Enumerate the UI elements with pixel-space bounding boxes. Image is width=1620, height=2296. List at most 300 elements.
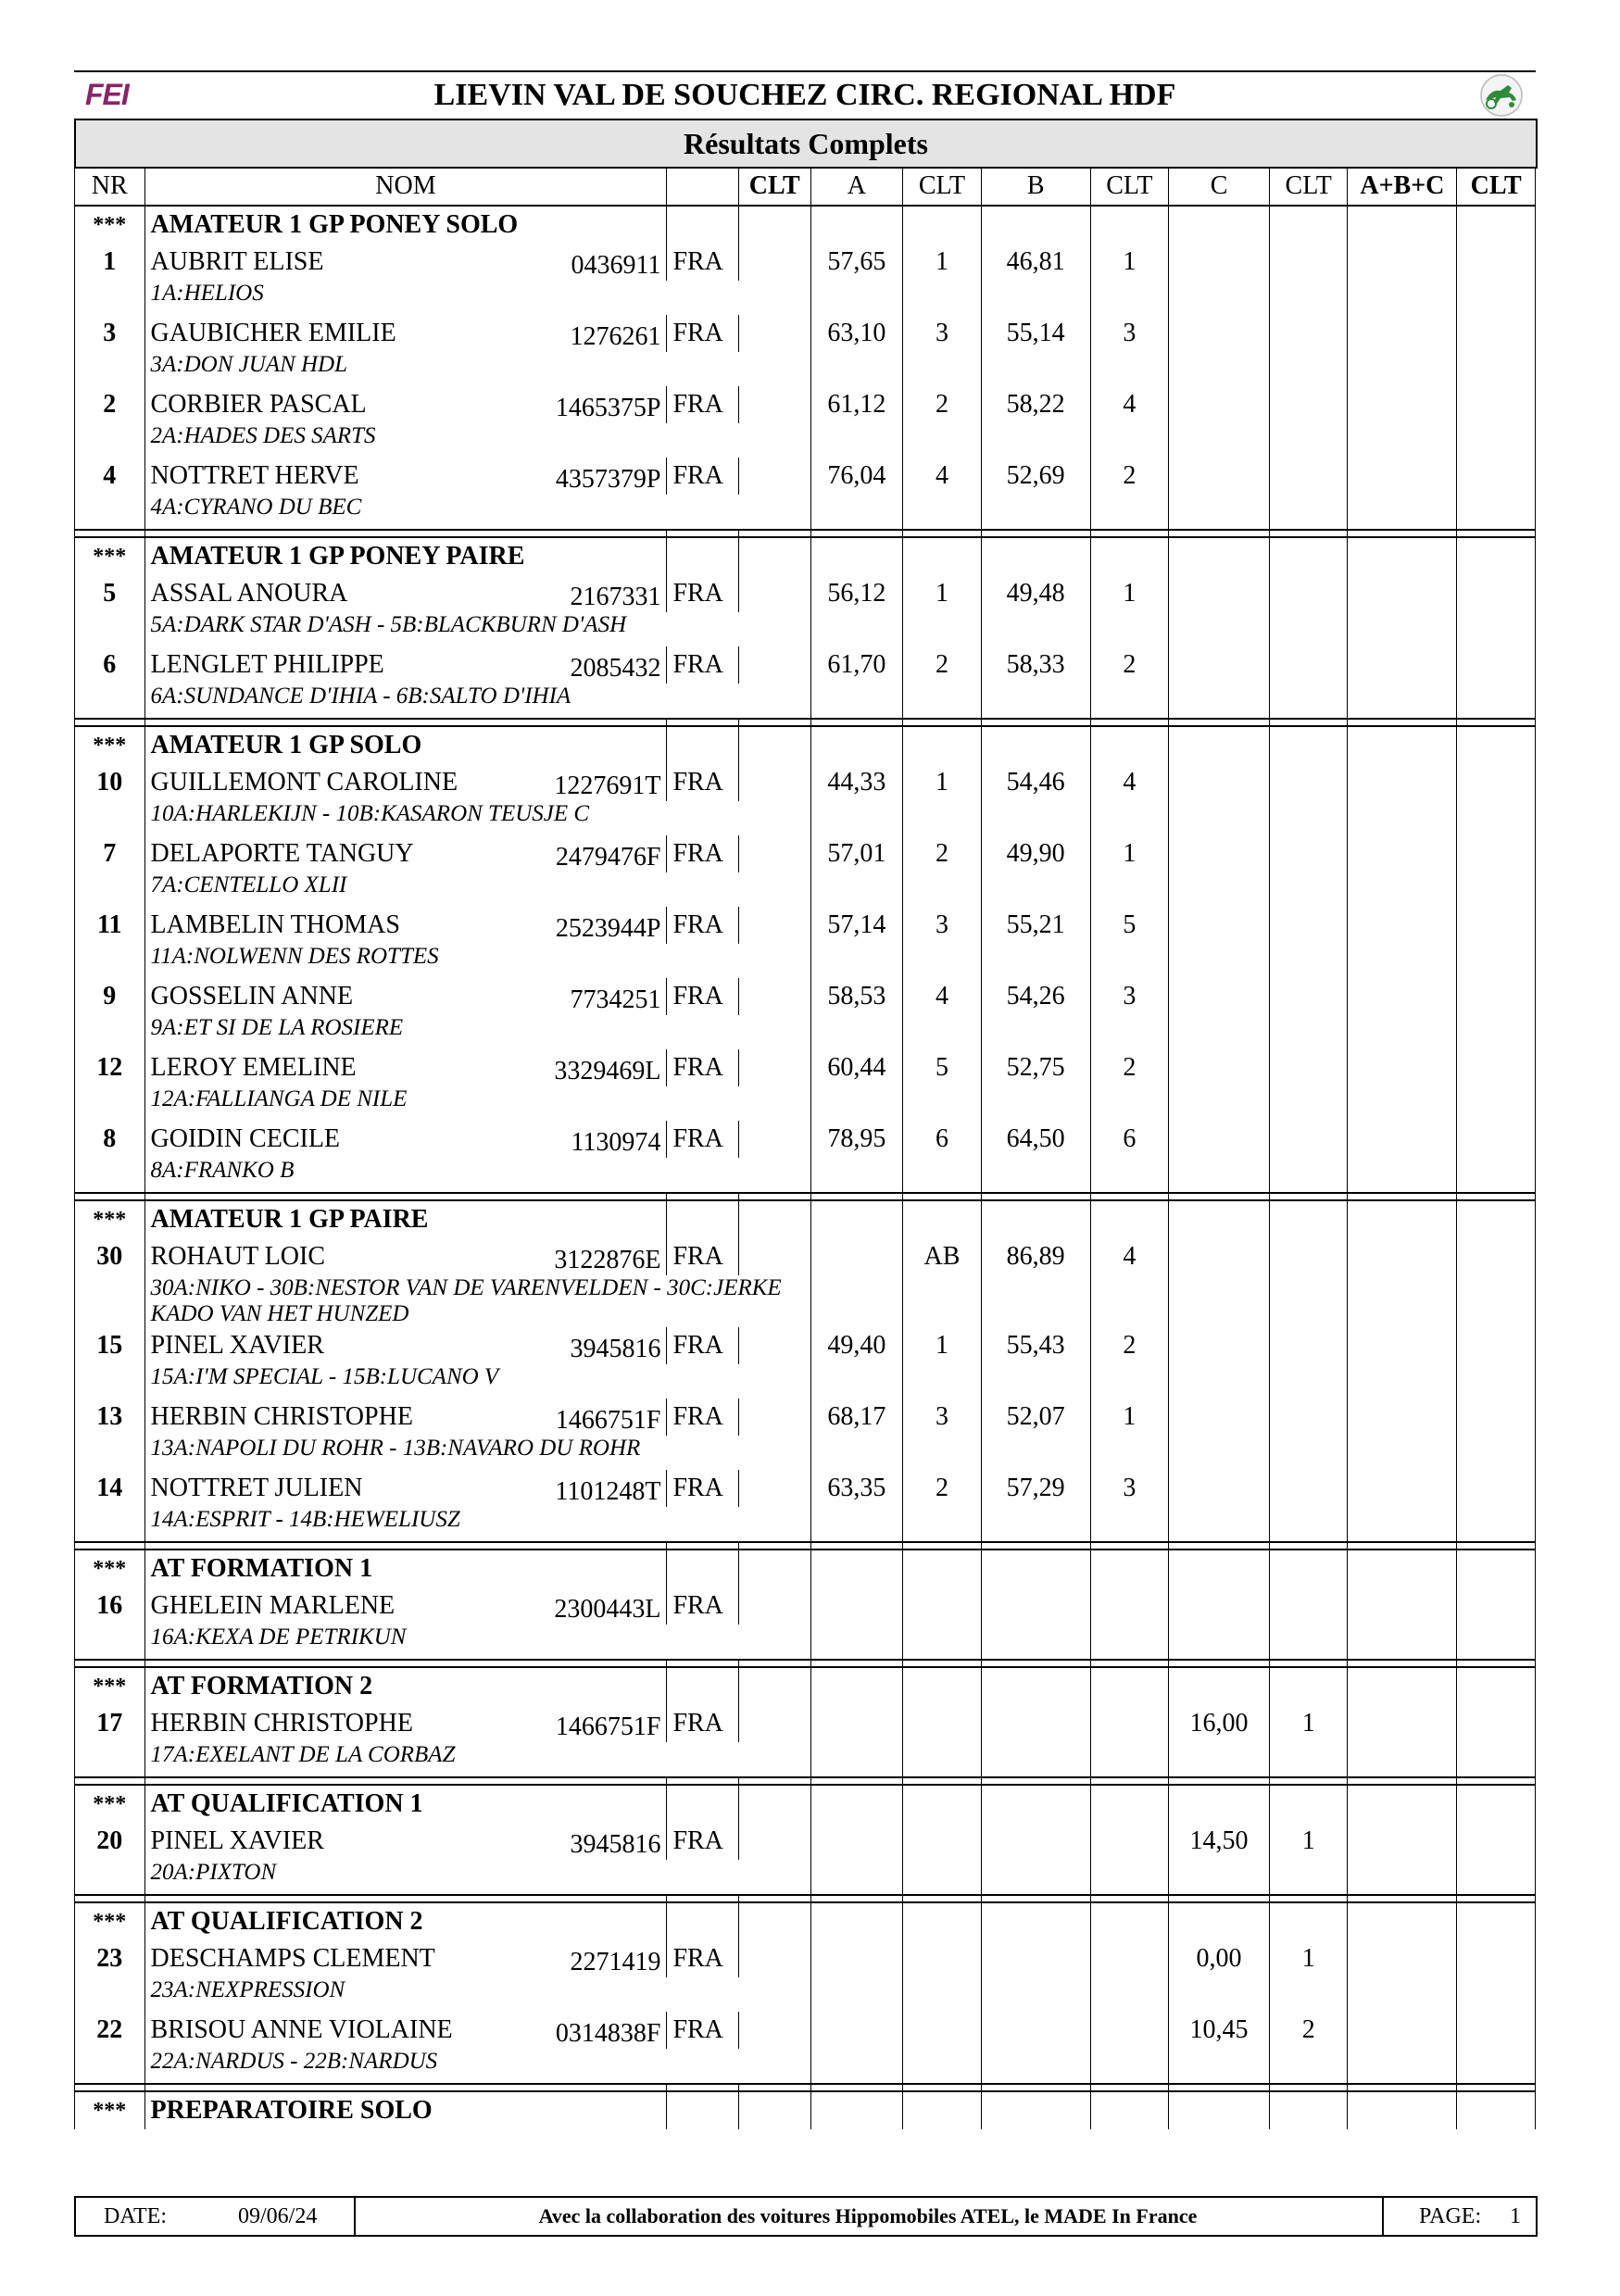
horse-empty-cell [75, 352, 145, 386]
score-c [1169, 1049, 1270, 1086]
separator-cell [1457, 1542, 1536, 1549]
horse-empty-cell [903, 1625, 982, 1660]
horse-empty-cell [1169, 1742, 1270, 1777]
separator-cell [144, 1895, 667, 1902]
score-a [810, 1587, 903, 1625]
score-total [1348, 1327, 1457, 1364]
horse-empty-cell [75, 801, 145, 835]
horse-row [75, 1364, 1536, 1399]
rider-name: GOIDIN CECILE [150, 1124, 341, 1153]
horse-empty-cell [1169, 684, 1270, 719]
category-empty-cell [1457, 1902, 1536, 1940]
category-empty-cell [1457, 1667, 1536, 1705]
footer-note: Avec la collaboration des voitures Hippomobiles ATEL, le MADE In France [538, 2204, 1198, 2227]
separator-cell [75, 2084, 145, 2091]
rider-name: BRISOU ANNE VIOLAINE [150, 2015, 453, 2044]
rank-b: 1 [1090, 1399, 1169, 1436]
results-table [74, 167, 1536, 2129]
score-c [1169, 1587, 1270, 1625]
category-empty-cell [1090, 537, 1169, 575]
horse-empty-cell [1269, 1507, 1348, 1542]
rank-c [1269, 575, 1348, 612]
horse-row [75, 1275, 1536, 1327]
category-name: AT FORMATION 1 [144, 1549, 667, 1587]
separator-cell [738, 530, 810, 537]
rank-total [1457, 1049, 1536, 1086]
category-empty-cell [738, 537, 810, 575]
rank-c [1269, 1121, 1348, 1158]
nation: FRA [667, 1121, 739, 1158]
rider-cell [144, 1940, 667, 1977]
horse-names: 23A:NEXPRESSION [144, 1977, 810, 2012]
score-c [1169, 1327, 1270, 1364]
clt-overall [738, 1238, 810, 1275]
entry-number: 22 [75, 2012, 145, 2049]
rider-name: HERBIN CHRISTOPHE [150, 1402, 413, 1431]
separator-cell [738, 1777, 810, 1785]
clt-overall [738, 1587, 810, 1625]
category-empty-cell [667, 1549, 739, 1587]
entry-number: 3 [75, 315, 145, 352]
col-nr: NR [75, 168, 145, 207]
rank-total [1457, 978, 1536, 1015]
clt-overall [738, 907, 810, 944]
category-empty-cell [667, 1200, 739, 1238]
rank-b: 4 [1090, 764, 1169, 801]
horse-empty-cell [1348, 2049, 1457, 2084]
separator-cell [903, 530, 982, 537]
separator-cell [75, 1193, 145, 1200]
category-empty-cell [810, 1200, 903, 1238]
horse-empty-cell [810, 1086, 903, 1121]
horse-row [75, 281, 1536, 315]
category-marker: *** [75, 1785, 145, 1823]
document-header [74, 72, 1536, 119]
separator-cell [667, 1542, 739, 1549]
score-b: 52,07 [981, 1399, 1090, 1436]
horse-empty-cell [903, 352, 982, 386]
horse-empty-cell [903, 495, 982, 530]
category-empty-cell [981, 1785, 1090, 1823]
horse-empty-cell [903, 612, 982, 646]
clt-overall [738, 1823, 810, 1860]
footer-divider [1382, 2198, 1384, 2235]
score-b: 58,22 [981, 386, 1090, 423]
horse-empty-cell [1457, 1507, 1536, 1542]
nation: FRA [667, 1238, 739, 1275]
horse-empty-cell [810, 1860, 903, 1895]
category-row [75, 206, 1536, 244]
horse-empty-cell [75, 423, 145, 458]
category-row [75, 1785, 1536, 1823]
horse-empty-cell [1169, 1015, 1270, 1049]
separator-cell [144, 1660, 667, 1667]
category-empty-cell [903, 726, 982, 764]
category-row [75, 1902, 1536, 1940]
col-clt-a: CLT [903, 168, 982, 207]
horse-row [75, 684, 1536, 719]
rank-b [1090, 1940, 1169, 1977]
col-a: A [810, 168, 903, 207]
nation: FRA [667, 1470, 739, 1507]
rider-cell [144, 1327, 667, 1364]
horse-empty-cell [1090, 801, 1169, 835]
rider-name: DELAPORTE TANGUY [150, 839, 414, 868]
rank-b: 2 [1090, 646, 1169, 684]
score-b: 49,48 [981, 575, 1090, 612]
horse-empty-cell [981, 352, 1090, 386]
rank-total [1457, 458, 1536, 495]
score-c [1169, 458, 1270, 495]
horse-empty-cell [1348, 352, 1457, 386]
horse-names: 17A:EXELANT DE LA CORBAZ [144, 1742, 810, 1777]
horse-empty-cell [1269, 1742, 1348, 1777]
rank-a [903, 1940, 982, 1977]
page-number: 1 [1510, 2204, 1521, 2228]
category-name: AMATEUR 1 GP PAIRE [144, 1200, 667, 1238]
category-empty-cell [1457, 2091, 1536, 2129]
horse-empty-cell [1169, 1086, 1270, 1121]
nation: FRA [667, 575, 739, 612]
rank-a: 1 [903, 244, 982, 281]
category-empty-cell [738, 206, 810, 244]
horse-empty-cell [903, 281, 982, 315]
rank-c [1269, 1399, 1348, 1436]
category-empty-cell [1457, 1785, 1536, 1823]
separator-cell [1090, 1777, 1169, 1785]
category-empty-cell [1457, 1200, 1536, 1238]
rank-total [1457, 1705, 1536, 1742]
horse-row [75, 1158, 1536, 1193]
entry-number: 6 [75, 646, 145, 684]
separator-cell [144, 1777, 667, 1785]
horse-empty-cell [75, 1275, 145, 1327]
score-a: 49,40 [810, 1327, 903, 1364]
entry-number: 13 [75, 1399, 145, 1436]
separator-cell [1348, 1660, 1457, 1667]
category-empty-cell [1269, 1785, 1348, 1823]
rank-total [1457, 1940, 1536, 1977]
category-empty-cell [903, 1200, 982, 1238]
separator-cell [1269, 530, 1348, 537]
separator-cell [1090, 719, 1169, 726]
rider-cell [144, 907, 667, 944]
category-name: AMATEUR 1 GP PONEY PAIRE [144, 537, 667, 575]
score-c [1169, 764, 1270, 801]
licence-number: 3122876E [554, 1246, 661, 1274]
score-c [1169, 244, 1270, 281]
horse-empty-cell [1090, 2049, 1169, 2084]
score-a: 57,14 [810, 907, 903, 944]
separator-cell [1457, 1895, 1536, 1902]
horse-empty-cell [810, 1158, 903, 1193]
horse-empty-cell [1457, 1015, 1536, 1049]
category-marker: *** [75, 1902, 145, 1940]
rank-total [1457, 1823, 1536, 1860]
horse-empty-cell [903, 944, 982, 978]
separator-cell [903, 2084, 982, 2091]
category-marker: *** [75, 537, 145, 575]
horse-empty-cell [1457, 1977, 1536, 2012]
horse-empty-cell [903, 1977, 982, 2012]
horse-empty-cell [1348, 1742, 1457, 1777]
separator-cell [75, 719, 145, 726]
col-clt-b: CLT [1090, 168, 1169, 207]
col-clt-total: CLT [1457, 168, 1536, 207]
horse-empty-cell [1169, 1436, 1270, 1470]
rank-a: 2 [903, 386, 982, 423]
category-row [75, 537, 1536, 575]
licence-number: 0314838F [555, 2019, 661, 2048]
horse-empty-cell [1457, 1436, 1536, 1470]
nation: FRA [667, 1705, 739, 1742]
separator-cell [667, 1660, 739, 1667]
rider-cell [144, 646, 667, 684]
category-empty-cell [1348, 1667, 1457, 1705]
category-name: AT QUALIFICATION 1 [144, 1785, 667, 1823]
horse-empty-cell [810, 423, 903, 458]
rank-total [1457, 764, 1536, 801]
horse-empty-cell [75, 612, 145, 646]
score-b: 64,50 [981, 1121, 1090, 1158]
separator-cell [667, 530, 739, 537]
separator-cell [1348, 1193, 1457, 1200]
separator-cell [75, 530, 145, 537]
horse-empty-cell [1169, 1507, 1270, 1542]
horse-empty-cell [1090, 1625, 1169, 1660]
horse-empty-cell [1169, 872, 1270, 907]
rider-row [75, 646, 1536, 684]
horse-empty-cell [1457, 2049, 1536, 2084]
horse-empty-cell [903, 1275, 982, 1327]
horse-empty-cell [903, 1507, 982, 1542]
separator-cell [1269, 1660, 1348, 1667]
horse-empty-cell [1269, 1158, 1348, 1193]
rider-row [75, 1470, 1536, 1507]
rider-row [75, 458, 1536, 495]
horse-empty-cell [1269, 1860, 1348, 1895]
carriage-logo-icon [1475, 72, 1528, 119]
horse-empty-cell [981, 1742, 1090, 1777]
rank-total [1457, 575, 1536, 612]
category-row [75, 1549, 1536, 1587]
rank-c [1269, 244, 1348, 281]
separator-cell [903, 719, 982, 726]
rider-cell [144, 244, 667, 281]
rank-a: 1 [903, 1327, 982, 1364]
rank-total [1457, 1399, 1536, 1436]
horse-empty-cell [981, 1625, 1090, 1660]
horse-row [75, 612, 1536, 646]
horse-empty-cell [1457, 1742, 1536, 1777]
category-empty-cell [810, 2091, 903, 2129]
horse-empty-cell [1169, 1158, 1270, 1193]
rider-row [75, 575, 1536, 612]
category-empty-cell [738, 1667, 810, 1705]
horse-names: 30A:NIKO - 30B:NESTOR VAN DE VARENVELDEN - 30C:JERKE KADO VAN HET HUNZED [144, 1275, 810, 1327]
category-empty-cell [981, 1667, 1090, 1705]
separator-cell [981, 1777, 1090, 1785]
category-empty-cell [1269, 726, 1348, 764]
rider-row [75, 1940, 1536, 1977]
score-total [1348, 978, 1457, 1015]
separator-cell [1457, 1660, 1536, 1667]
rank-c [1269, 1049, 1348, 1086]
entry-number: 4 [75, 458, 145, 495]
rank-c [1269, 458, 1348, 495]
horse-empty-cell [981, 423, 1090, 458]
event-title: LIEVIN VAL DE SOUCHEZ CIRC. REGIONAL HDF [433, 78, 1176, 112]
horse-empty-cell [1348, 1436, 1457, 1470]
entry-number: 20 [75, 1823, 145, 1860]
horse-empty-cell [1090, 495, 1169, 530]
horse-empty-cell [981, 1158, 1090, 1193]
category-empty-cell [903, 537, 982, 575]
separator-cell [1348, 2084, 1457, 2091]
rank-c [1269, 835, 1348, 872]
separator-cell [903, 1660, 982, 1667]
horse-empty-cell [903, 1086, 982, 1121]
separator-cell [903, 1895, 982, 1902]
rider-name: ASSAL ANOURA [150, 579, 348, 608]
licence-number: 1130974 [571, 1128, 661, 1157]
separator-cell [1169, 530, 1270, 537]
horse-empty-cell [1169, 1625, 1270, 1660]
score-c [1169, 835, 1270, 872]
category-empty-cell [810, 1902, 903, 1940]
separator-cell [810, 530, 903, 537]
nation: FRA [667, 646, 739, 684]
rank-total [1457, 1121, 1536, 1158]
rank-c [1269, 978, 1348, 1015]
clt-overall [738, 764, 810, 801]
horse-empty-cell [903, 872, 982, 907]
rank-a: 3 [903, 315, 982, 352]
rider-row [75, 1399, 1536, 1436]
rank-total [1457, 1470, 1536, 1507]
separator-cell [1090, 2084, 1169, 2091]
category-empty-cell [1090, 2091, 1169, 2129]
category-separator [75, 1777, 1536, 1785]
category-empty-cell [1269, 1667, 1348, 1705]
horse-empty-cell [1457, 1364, 1536, 1399]
page-footer [74, 2196, 1538, 2237]
horse-empty-cell [1269, 612, 1348, 646]
nation: FRA [667, 978, 739, 1015]
separator-cell [738, 1660, 810, 1667]
category-empty-cell [1169, 1902, 1270, 1940]
rank-total [1457, 315, 1536, 352]
horse-empty-cell [1348, 1275, 1457, 1327]
licence-number: 1101248T [555, 1477, 661, 1506]
nation: FRA [667, 1940, 739, 1977]
horse-empty-cell [981, 1364, 1090, 1399]
rank-total [1457, 2012, 1536, 2049]
horse-row [75, 2049, 1536, 2084]
licence-number: 0436911 [571, 251, 661, 280]
clt-overall [738, 575, 810, 612]
col-nom: NOM [144, 168, 667, 207]
licence-number: 2479476F [555, 843, 661, 872]
horse-names: 9A:ET SI DE LA ROSIERE [144, 1015, 810, 1049]
rider-row [75, 1587, 1536, 1625]
category-empty-cell [1090, 1200, 1169, 1238]
category-row [75, 1200, 1536, 1238]
category-empty-cell [903, 1902, 982, 1940]
entry-number: 9 [75, 978, 145, 1015]
separator-cell [667, 1193, 739, 1200]
horse-empty-cell [75, 1015, 145, 1049]
horse-row [75, 1507, 1536, 1542]
category-name: AT FORMATION 2 [144, 1667, 667, 1705]
separator-cell [75, 1660, 145, 1667]
table-header-row [75, 168, 1536, 207]
separator-cell [1090, 1895, 1169, 1902]
nation: FRA [667, 1399, 739, 1436]
horse-empty-cell [903, 2049, 982, 2084]
score-b: 55,14 [981, 315, 1090, 352]
rank-c [1269, 764, 1348, 801]
rank-total [1457, 386, 1536, 423]
separator-cell [1090, 1193, 1169, 1200]
nation: FRA [667, 1587, 739, 1625]
horse-empty-cell [981, 801, 1090, 835]
score-a: 57,65 [810, 244, 903, 281]
clt-overall [738, 1049, 810, 1086]
category-name: AT QUALIFICATION 2 [144, 1902, 667, 1940]
horse-empty-cell [1169, 281, 1270, 315]
separator-cell [667, 2084, 739, 2091]
horse-empty-cell [1269, 872, 1348, 907]
entry-number: 16 [75, 1587, 145, 1625]
horse-empty-cell [981, 495, 1090, 530]
horse-empty-cell [981, 1086, 1090, 1121]
horse-empty-cell [75, 1977, 145, 2012]
licence-number: 2271419 [570, 1948, 661, 1976]
horse-empty-cell [1269, 1364, 1348, 1399]
horse-empty-cell [1169, 352, 1270, 386]
nation: FRA [667, 1327, 739, 1364]
separator-cell [144, 2084, 667, 2091]
separator-cell [903, 1777, 982, 1785]
horse-empty-cell [75, 872, 145, 907]
horse-empty-cell [75, 1507, 145, 1542]
rank-c [1269, 386, 1348, 423]
horse-empty-cell [810, 612, 903, 646]
separator-cell [1457, 1777, 1536, 1785]
rank-c: 1 [1269, 1823, 1348, 1860]
score-c [1169, 315, 1270, 352]
rank-b: 3 [1090, 1470, 1169, 1507]
horse-names: 1A:HELIOS [144, 281, 810, 315]
separator-cell [144, 530, 667, 537]
category-empty-cell [1169, 2091, 1270, 2129]
rider-cell [144, 458, 667, 495]
horse-names: 3A:DON JUAN HDL [144, 352, 810, 386]
rider-cell [144, 2012, 667, 2049]
rider-name: PINEL XAVIER [150, 1826, 324, 1855]
rank-b: 2 [1090, 1049, 1169, 1086]
category-empty-cell [1269, 2091, 1348, 2129]
category-name: AMATEUR 1 GP PONEY SOLO [144, 206, 667, 244]
separator-cell [667, 1777, 739, 1785]
rank-total [1457, 907, 1536, 944]
horse-empty-cell [1090, 1977, 1169, 2012]
rider-cell [144, 575, 667, 612]
score-a: 44,33 [810, 764, 903, 801]
rider-name: AUBRIT ELISE [150, 247, 324, 276]
horse-empty-cell [1457, 1625, 1536, 1660]
